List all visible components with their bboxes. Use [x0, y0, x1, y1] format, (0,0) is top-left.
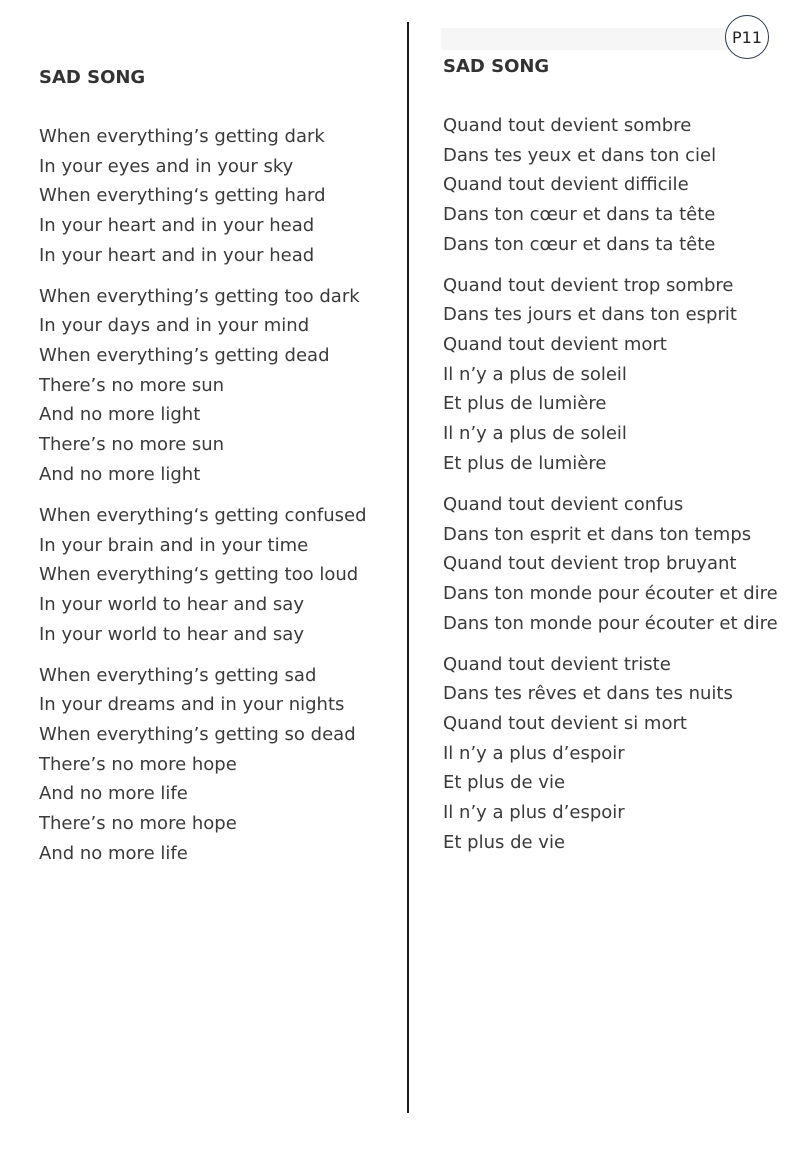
column-divider — [407, 22, 409, 1113]
lyric-line: Quand tout devient trop bruyant — [443, 553, 737, 575]
lyric-line: Dans ton cœur et dans ta tête — [443, 204, 716, 226]
lyric-line: Il n’y a plus d’espoir — [443, 802, 625, 824]
french-stanza — [443, 490, 778, 638]
page-number-label: P11 — [731, 27, 762, 47]
english-title: SAD SONG — [39, 67, 146, 88]
lyric-line: In your days and in your mind — [39, 315, 310, 337]
lyric-line: When everything’s getting dark — [39, 126, 325, 147]
lyric-line: In your world to hear and say — [39, 593, 304, 615]
lyric-line: In your world to hear and say — [39, 623, 304, 645]
english-stanza — [39, 282, 367, 490]
lyric-line: When everything’s getting dead — [39, 345, 330, 367]
lyric-line: Dans tes yeux et dans ton ciel — [443, 144, 717, 166]
lyric-line: Il n’y a plus de soleil — [443, 363, 627, 385]
lyric-line: Dans tes rêves et dans tes nuits — [443, 683, 733, 705]
lyric-line: Il n’y a plus de soleil — [443, 423, 627, 445]
lyric-line: Dans ton monde pour écouter et dire — [443, 582, 778, 604]
lyric-line: Dans ton esprit et dans ton temps — [443, 523, 752, 545]
lyric-line: When everything‘s getting confused — [39, 504, 367, 526]
french-stanza — [443, 111, 778, 259]
lyric-line: Et plus de lumière — [443, 452, 607, 474]
lyric-line: When everything‘s getting hard — [39, 185, 326, 207]
lyric-line: Quand tout devient confus — [443, 493, 684, 515]
lyric-line: When everything’s getting too dark — [39, 285, 360, 307]
lyric-line: There’s no more hope — [39, 813, 237, 835]
lyric-line: In your brain and in your time — [39, 534, 309, 556]
french-title: SAD SONG — [443, 56, 550, 77]
lyric-line: Quand tout devient triste — [443, 653, 671, 675]
lyric-line: Quand tout devient si mort — [443, 712, 687, 734]
lyric-line: Quand tout devient mort — [443, 334, 667, 356]
lyric-line: Et plus de vie — [443, 831, 566, 853]
lyric-line: Il n’y a plus d’espoir — [443, 742, 625, 764]
lyric-line: Quand tout devient sombre — [443, 115, 692, 136]
lyric-line: In your eyes and in your sky — [39, 155, 294, 177]
lyric-line: When everything’s getting sad — [39, 664, 317, 686]
english-stanza — [39, 501, 367, 649]
lyric-line: There’s no more sun — [39, 374, 225, 396]
french-stanza — [443, 271, 778, 479]
lyric-line: And no more life — [39, 842, 188, 864]
lyric-line: Dans tes jours et dans ton esprit — [443, 304, 737, 326]
english-stanza — [39, 122, 367, 270]
lyric-line: Dans ton cœur et dans ta tête — [443, 233, 716, 255]
english-lyrics — [39, 122, 367, 880]
page-number-badge — [725, 15, 769, 59]
lyric-line: Quand tout devient trop sombre — [443, 274, 734, 296]
lyric-line: Quand tout devient difficile — [443, 174, 689, 196]
lyric-line: In your heart and in your head — [39, 215, 315, 237]
english-stanza — [39, 661, 367, 869]
lyric-line: Et plus de lumière — [443, 393, 607, 415]
lyric-line: Et plus de vie — [443, 772, 566, 794]
lyric-line: And no more life — [39, 783, 188, 805]
lyric-line: When everything’s getting so dead — [39, 723, 356, 745]
lyric-line: There’s no more hope — [39, 753, 237, 775]
lyric-line: In your heart and in your head — [39, 244, 315, 266]
french-stanza — [443, 650, 778, 858]
lyric-line: And no more light — [39, 463, 201, 485]
header-shade — [441, 28, 731, 50]
lyric-line: There’s no more sun — [39, 434, 225, 456]
lyric-line: Dans ton monde pour écouter et dire — [443, 612, 778, 634]
lyric-line: In your dreams and in your nights — [39, 694, 345, 716]
french-lyrics — [443, 111, 778, 869]
lyric-line: When everything‘s getting too loud — [39, 564, 359, 586]
lyric-line: And no more light — [39, 404, 201, 426]
